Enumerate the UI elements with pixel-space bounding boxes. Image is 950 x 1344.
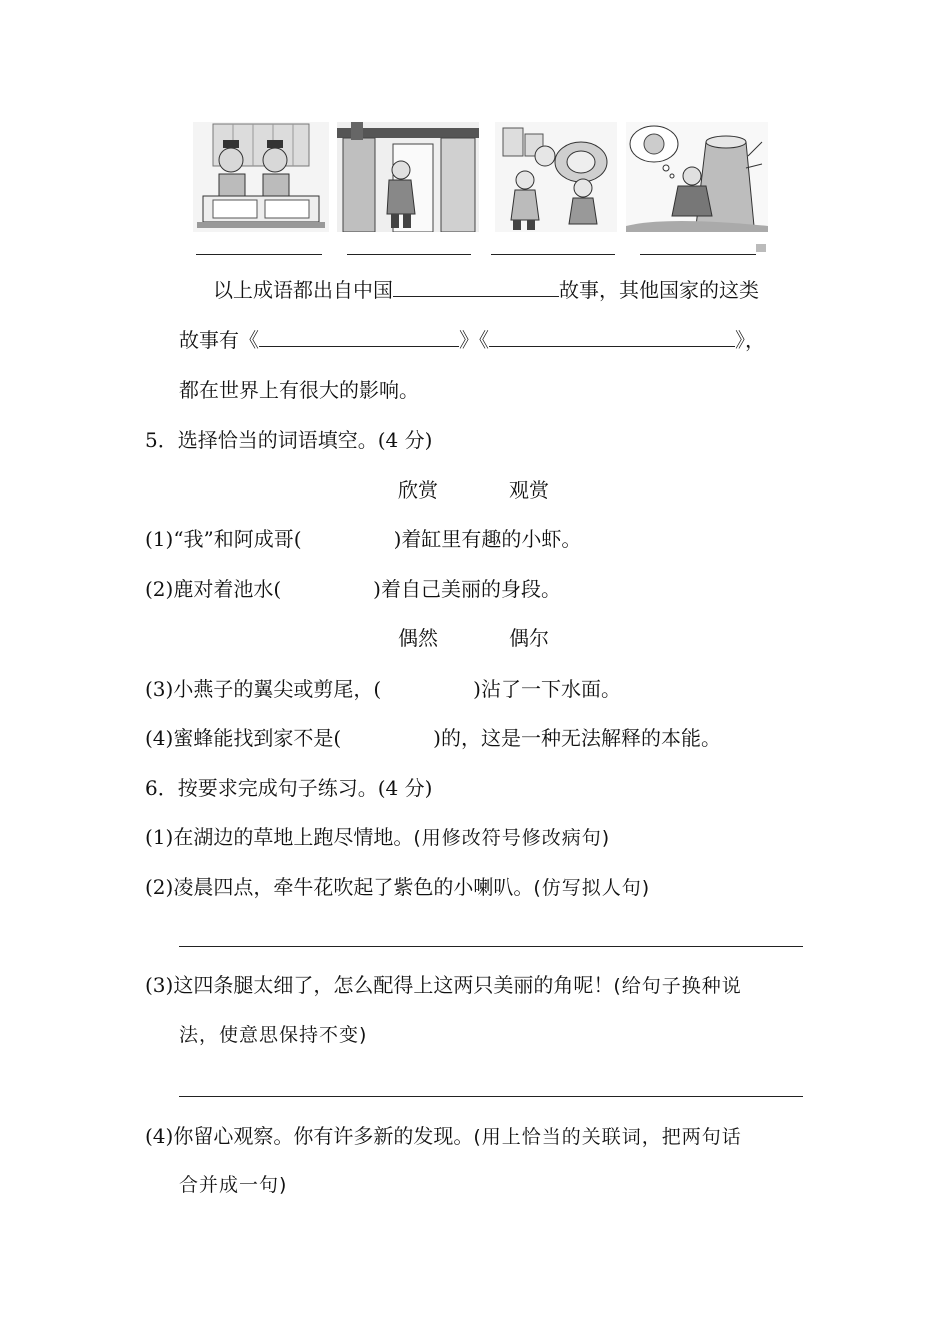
illustration-man-at-gate	[337, 122, 479, 232]
corner-mark	[756, 244, 766, 252]
q4-line2-mid: 》《	[459, 328, 489, 352]
q5-word-option-2: 观赏	[509, 478, 549, 502]
q6-item3-answer-line[interactable]	[179, 1096, 803, 1097]
q5-title: 5．选择恰当的词语填空。(4 分)	[145, 428, 433, 452]
q6-item-1	[145, 823, 610, 852]
q6-item2-note: (仿写拟人句)	[533, 877, 651, 899]
illustration-4-answer-line[interactable]	[640, 254, 756, 255]
q5-word-option-1: 欣赏	[398, 478, 438, 502]
q5-item3-start: (3)小燕子的翼尖或剪尾，(	[145, 677, 382, 701]
q5-item-2	[145, 575, 561, 603]
q4-line1-end: 故事，其他国家的这类	[559, 278, 759, 302]
q6-item-3	[145, 971, 742, 1000]
q5-item1-end: )着缸里有趣的小虾。	[393, 527, 582, 551]
illustration-two-children-painting	[193, 122, 329, 232]
q5-item4-start: (4)蜜蜂能找到家不是(	[145, 726, 342, 750]
q5-item1-start: (1)“我”和阿成哥(	[145, 527, 302, 551]
q6-item4-note-b: 合并成一句)	[179, 1174, 288, 1196]
q5-item4-end: )的，这是一种无法解释的本能。	[433, 726, 721, 750]
q6-item4-text: (4)你留心观察。你有许多新的发现。	[145, 1124, 474, 1148]
q4-blank-book2[interactable]	[489, 326, 735, 347]
q5-item-4	[145, 724, 721, 752]
illustration-man-under-tree-dreaming	[626, 122, 768, 232]
q4-line2-end: 》，	[735, 328, 765, 352]
illustration-3-answer-line[interactable]	[491, 254, 615, 255]
q5-item3-end: )沾了一下水面。	[473, 677, 621, 701]
q4-sentence-line3: 都在世界上有很大的影响。	[179, 378, 419, 402]
q6-item2-answer-line[interactable]	[179, 946, 803, 947]
q4-blank-book1[interactable]	[259, 326, 459, 347]
q5-item2-start: (2)鹿对着池水(	[145, 577, 282, 601]
q6-item4-note-a: (用上恰当的关联词，把两句话	[473, 1126, 742, 1148]
q4-line1-start: 以上成语都出自中国	[213, 278, 393, 302]
q6-item3-text: (3)这四条腿太细了，怎么配得上这两只美丽的角呢！	[145, 973, 614, 997]
q5-word-option-3: 偶然	[398, 626, 438, 650]
q6-item1-text: (1)在湖边的草地上跑尽情地。	[145, 825, 414, 849]
illustration-2-answer-line[interactable]	[347, 254, 471, 255]
illustration-children-and-drum	[495, 122, 617, 232]
q6-item-2	[145, 873, 650, 902]
q6-title: 6．按要求完成句子练习。(4 分)	[145, 776, 433, 800]
q6-item3-note-a: (给句子换种说	[613, 975, 742, 997]
q5-item-1	[145, 525, 581, 553]
q6-item1-note: (用修改符号修改病句)	[413, 827, 611, 849]
q4-sentence-line2	[179, 326, 765, 354]
q5-word-option-4: 偶尔	[509, 626, 549, 650]
q4-line2-start: 故事有《	[179, 328, 259, 352]
q6-item3-note-b: 法，使意思保持不变)	[179, 1024, 368, 1046]
illustration-1-answer-line[interactable]	[196, 254, 322, 255]
q6-item-4	[145, 1122, 742, 1151]
q5-item-3	[145, 675, 621, 703]
q5-item2-end: )着自己美丽的身段。	[373, 577, 561, 601]
q4-blank-china-story[interactable]	[393, 276, 559, 297]
q4-sentence-line1	[213, 276, 759, 304]
q6-item2-text: (2)凌晨四点，牵牛花吹起了紫色的小喇叭。	[145, 875, 534, 899]
